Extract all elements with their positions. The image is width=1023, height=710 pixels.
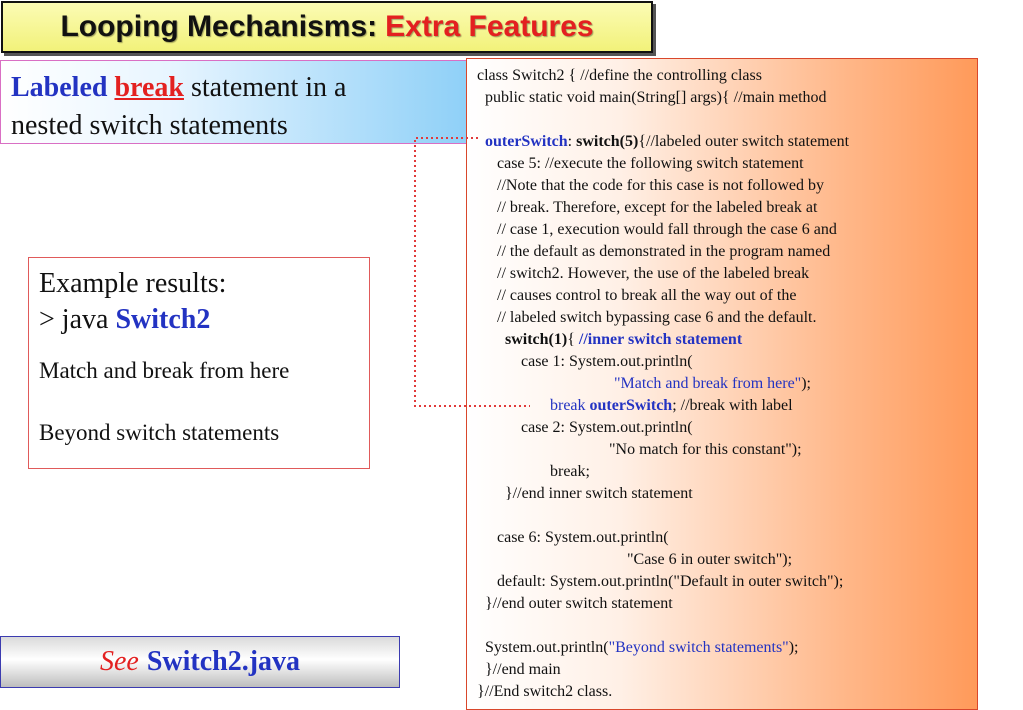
code-line: // case 1, execution would fall through the case 6 and (477, 221, 837, 238)
code-line: // the default as demonstrated in the program named (477, 243, 831, 260)
code-line: // causes control to break all the way out of the (477, 287, 797, 304)
inner-switch-comment: //inner switch statement (578, 331, 743, 348)
code-line-blank (477, 615, 977, 637)
code-line: case 6: System.out.println( (477, 529, 669, 546)
code-line: "Match and break from here"); (614, 375, 811, 392)
code-line: // break. Therefore, except for the labeled break at (477, 199, 818, 216)
code-line: switch(1){ //inner switch statement (505, 331, 743, 348)
slide-title (1, 1, 653, 53)
results-command (39, 302, 359, 338)
break-keyword: break (550, 397, 590, 414)
code-line: }//end outer switch statement (477, 595, 673, 612)
see-prefix: See (99, 646, 139, 677)
code-line-blank (477, 505, 977, 527)
results-output-1: Match and break from here (39, 358, 290, 383)
code-line: break outerSwitch; //break with label (550, 397, 793, 414)
code-line: // labeled switch bypassing case 6 and the default. (477, 309, 817, 326)
code-line: public static void main(String[] args){ //main method (477, 89, 827, 106)
caption-rest-2: nested switch statements (11, 110, 288, 141)
code-line: default: System.out.println("Default in outer switch"); (477, 573, 844, 590)
code-line: outerSwitch: switch(5){//labeled outer switch statement (485, 133, 850, 150)
caption-rest-1: statement in a (190, 72, 347, 103)
code-line: "Case 6 in outer switch"); (627, 551, 793, 568)
code-line: "No match for this constant"); (609, 441, 802, 458)
outer-switch-label: outerSwitch (485, 133, 568, 150)
title-accent: Extra Features (385, 10, 594, 43)
code-line: }//end main (477, 661, 561, 678)
command-class: Switch2 (115, 304, 211, 335)
topic-caption (0, 60, 478, 144)
see-file-link[interactable] (0, 636, 400, 688)
code-listing (466, 58, 978, 710)
code-line: }//end inner switch statement (477, 485, 693, 502)
command-prefix: > java (39, 304, 109, 335)
beyond-string: "Beyond switch statements" (608, 639, 789, 656)
break-target-label: outerSwitch (589, 397, 673, 414)
caption-labeled: Labeled (11, 72, 108, 103)
see-filename: Switch2.java (146, 646, 301, 677)
code-line: class Switch2 { //define the controlling class (477, 67, 762, 84)
code-line: case 2: System.out.println( (477, 419, 693, 436)
results-heading: Example results: (39, 268, 227, 299)
results-output-2: Beyond switch statements (39, 420, 280, 445)
match-string: "Match and break from here" (614, 375, 802, 392)
code-line: //Note that the code for this case is not followed by (477, 177, 825, 194)
caption-break: break (114, 72, 184, 103)
code-line-blank (477, 109, 977, 131)
code-line: }//End switch2 class. (477, 683, 613, 700)
code-line: System.out.println("Beyond switch statements"); (477, 639, 799, 656)
code-line: // switch2. However, the use of the labeled break (477, 265, 810, 282)
code-line: break; (550, 463, 590, 480)
example-results-box (28, 257, 370, 469)
title-main: Looping Mechanisms: (60, 10, 378, 43)
code-line: case 5: //execute the following switch statement (477, 155, 804, 172)
code-line: case 1: System.out.println( (477, 353, 693, 370)
